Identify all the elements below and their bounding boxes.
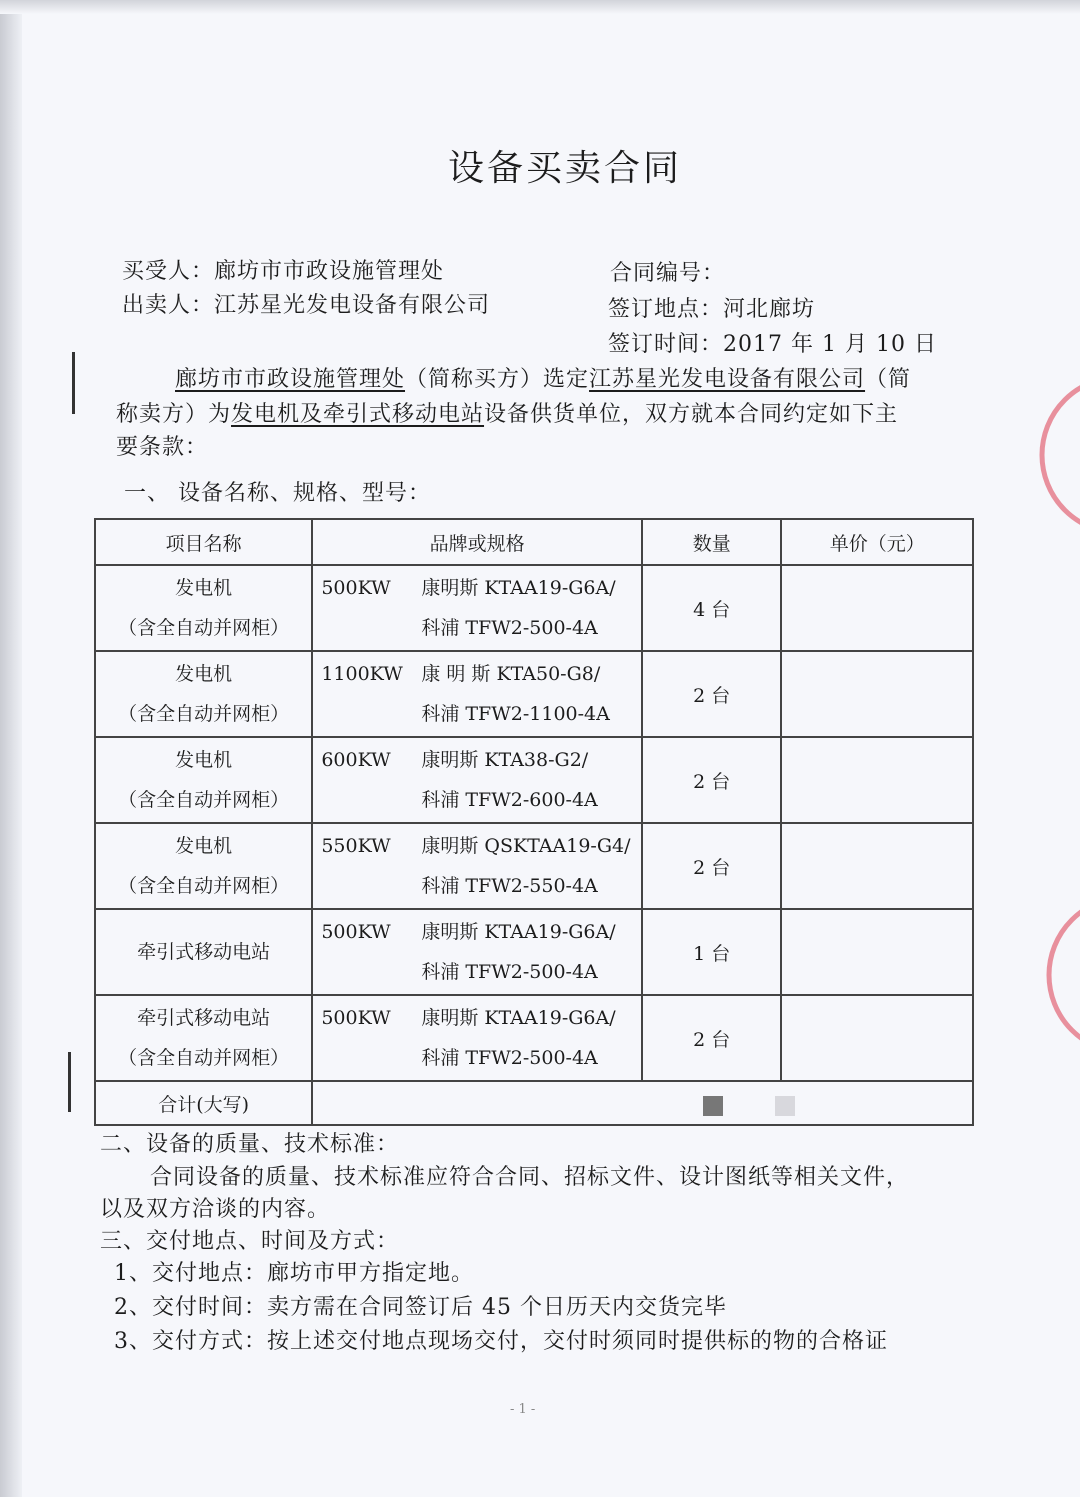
scan-edge bbox=[0, 0, 22, 1497]
section-2-text: 合同设备的质量、技术标准应符合合同、招标文件、设计图纸等相关文件， bbox=[150, 1165, 910, 1190]
item-spec: 1100KW 康 明 斯 KTA50-G8/ 科浦 TFW2-1100-4A bbox=[312, 651, 642, 737]
section-2-heading: 二、设备的质量、技术标准： bbox=[100, 1132, 400, 1157]
intro-line-1: 廊坊市市政设施管理处（简称买方）选定江苏星光发电设备有限公司（简 bbox=[175, 367, 912, 392]
header-cell: 品牌或规格 bbox=[312, 519, 642, 565]
red-seal bbox=[1035, 370, 1080, 540]
item-spec: 550KW 康明斯 QSKTAA19-G4/ 科浦 TFW2-550-4A bbox=[312, 823, 642, 909]
table-total-row bbox=[95, 1081, 973, 1125]
table-row bbox=[95, 737, 973, 823]
header-cell: 单价（元） bbox=[781, 519, 973, 565]
table-row bbox=[95, 995, 973, 1081]
document-title: 设备买卖合同 bbox=[448, 148, 683, 189]
total-value-redacted bbox=[312, 1081, 973, 1125]
item-name: 牵引式移动电站 bbox=[95, 909, 312, 995]
total-label: 合计(大写) bbox=[95, 1081, 312, 1125]
buyer-line: 买受人：廊坊市市政设施管理处 bbox=[122, 259, 445, 284]
power-rating: 1100KW bbox=[321, 663, 403, 685]
item-spec: 500KW 康明斯 KTAA19-G6A/ 科浦 TFW2-500-4A bbox=[312, 995, 642, 1081]
item-name: 发电机 （含全自动并网柜） bbox=[95, 651, 312, 737]
item-quantity: 2 台 bbox=[642, 737, 782, 823]
intro-line-2: 称卖方）为发电机及牵引式移动电站设备供货单位，双方就本合同约定如下主 bbox=[116, 402, 899, 427]
unit-price-redacted bbox=[781, 737, 973, 823]
red-seal bbox=[1035, 890, 1080, 1060]
item-quantity: 1 台 bbox=[642, 909, 782, 995]
table-row bbox=[95, 565, 973, 651]
unit-price-redacted bbox=[781, 995, 973, 1081]
contract-no: 合同编号： bbox=[610, 261, 726, 286]
margin-mark bbox=[72, 352, 75, 414]
item-quantity: 2 台 bbox=[642, 651, 782, 737]
power-rating: 500KW bbox=[321, 921, 391, 943]
scan-edge-top bbox=[0, 0, 1080, 14]
item-quantity: 4 台 bbox=[642, 565, 782, 651]
table-row bbox=[95, 909, 973, 995]
power-rating: 600KW bbox=[321, 749, 391, 771]
item-quantity: 2 台 bbox=[642, 995, 782, 1081]
power-rating: 550KW bbox=[321, 835, 391, 857]
table-row bbox=[95, 651, 973, 737]
item-name: 发电机 （含全自动并网柜） bbox=[95, 737, 312, 823]
item-name: 牵引式移动电站 （含全自动并网柜） bbox=[95, 995, 312, 1081]
item-name: 发电机 （含全自动并网柜） bbox=[95, 823, 312, 909]
item-name: 发电机 （含全自动并网柜） bbox=[95, 565, 312, 651]
page-number: - 1 - bbox=[510, 1402, 536, 1417]
section-2-text: 以及双方洽谈的内容。 bbox=[100, 1197, 331, 1222]
margin-mark bbox=[68, 1052, 71, 1112]
section-3-item: 1、交付地点：廊坊市甲方指定地。 bbox=[114, 1261, 474, 1286]
section-1-heading: 一、 设备名称、规格、型号： bbox=[124, 481, 431, 506]
table-row bbox=[95, 823, 973, 909]
power-rating: 500KW bbox=[321, 577, 391, 599]
header-cell: 项目名称 bbox=[95, 519, 312, 565]
item-spec: 500KW 康明斯 KTAA19-G6A/ 科浦 TFW2-500-4A bbox=[312, 565, 642, 651]
sign-place: 签订地点：河北廊坊 bbox=[608, 297, 816, 322]
equipment-table bbox=[94, 518, 974, 1126]
intro-line-3: 要条款： bbox=[116, 435, 209, 460]
seller-line: 出卖人：江苏星光发电设备有限公司 bbox=[122, 293, 491, 318]
unit-price-redacted bbox=[781, 823, 973, 909]
power-rating: 500KW bbox=[321, 1007, 391, 1029]
unit-price-redacted bbox=[781, 565, 973, 651]
item-spec: 600KW 康明斯 KTA38-G2/ 科浦 TFW2-600-4A bbox=[312, 737, 642, 823]
table-header-row bbox=[95, 519, 973, 565]
item-spec: 500KW 康明斯 KTAA19-G6A/ 科浦 TFW2-500-4A bbox=[312, 909, 642, 995]
section-3-heading: 三、交付地点、时间及方式： bbox=[100, 1229, 400, 1254]
unit-price-redacted bbox=[781, 651, 973, 737]
item-quantity: 2 台 bbox=[642, 823, 782, 909]
section-3-item: 3、交付方式：按上述交付地点现场交付，交付时须同时提供标的物的合格证 bbox=[114, 1329, 888, 1354]
unit-price-redacted bbox=[781, 909, 973, 995]
section-3-item: 2、交付时间：卖方需在合同签订后 45 个日历天内交货完毕 bbox=[114, 1295, 727, 1320]
sign-time: 签订时间：2017 年 1 月 10 日 bbox=[608, 332, 937, 357]
header-cell: 数量 bbox=[642, 519, 782, 565]
